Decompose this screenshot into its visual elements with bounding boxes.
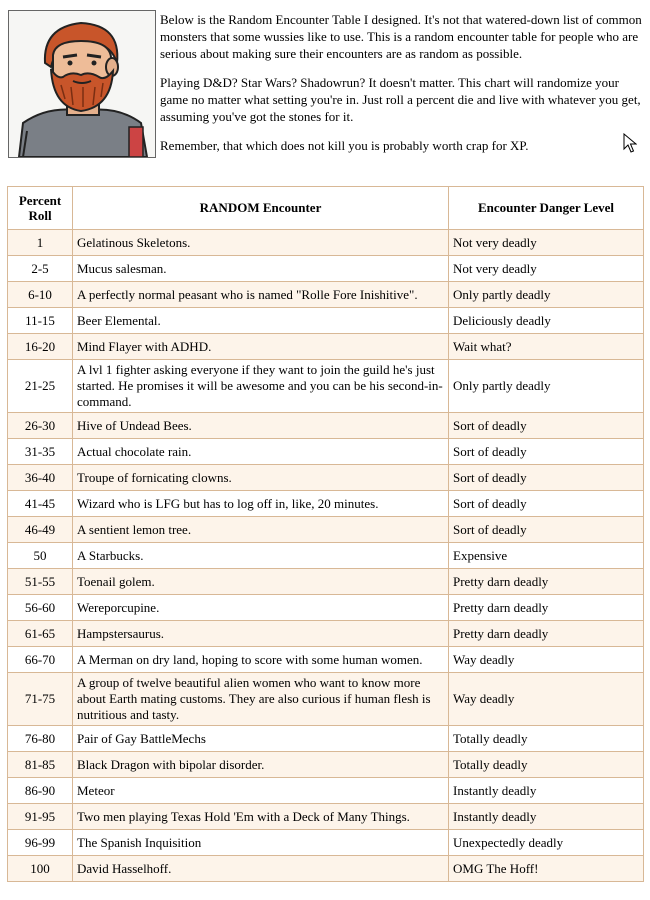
roll-cell: 66-70 bbox=[8, 647, 73, 673]
roll-cell: 56-60 bbox=[8, 595, 73, 621]
encounter-cell: David Hasselhoff. bbox=[73, 856, 449, 882]
header-danger-level: Encounter Danger Level bbox=[449, 187, 644, 230]
bearded-man-illustration bbox=[9, 11, 155, 157]
header-roll-line2: Roll bbox=[28, 208, 52, 223]
roll-cell: 11-15 bbox=[8, 308, 73, 334]
intro-text bbox=[160, 11, 642, 166]
encounter-cell: Actual chocolate rain. bbox=[73, 439, 449, 465]
table-row bbox=[8, 360, 644, 413]
table-row bbox=[8, 647, 644, 673]
encounter-cell: A lvl 1 fighter asking everyone if they want to join the guild he's just started. He promises it will be awesome and you can be his second-in-command. bbox=[73, 360, 449, 413]
encounter-cell: Wizard who is LFG but has to log off in, like, 20 minutes. bbox=[73, 491, 449, 517]
encounter-cell: Mucus salesman. bbox=[73, 256, 449, 282]
encounter-cell: Two men playing Texas Hold 'Em with a Deck of Many Things. bbox=[73, 804, 449, 830]
encounter-cell: Gelatinous Skeletons. bbox=[73, 230, 449, 256]
roll-cell: 6-10 bbox=[8, 282, 73, 308]
danger-cell: Totally deadly bbox=[449, 726, 644, 752]
table-row bbox=[8, 830, 644, 856]
encounter-cell: Pair of Gay BattleMechs bbox=[73, 726, 449, 752]
encounter-cell: Troupe of fornicating clowns. bbox=[73, 465, 449, 491]
roll-cell: 31-35 bbox=[8, 439, 73, 465]
table-row bbox=[8, 256, 644, 282]
header-roll-line1: Percent bbox=[18, 193, 62, 208]
header-percent-roll bbox=[8, 187, 73, 230]
header-encounter: RANDOM Encounter bbox=[73, 187, 449, 230]
roll-cell: 36-40 bbox=[8, 465, 73, 491]
roll-cell: 100 bbox=[8, 856, 73, 882]
random-encounter-table bbox=[7, 186, 644, 882]
roll-cell: 61-65 bbox=[8, 621, 73, 647]
roll-cell: 41-45 bbox=[8, 491, 73, 517]
encounter-cell: A Starbucks. bbox=[73, 543, 449, 569]
table-row bbox=[8, 282, 644, 308]
danger-cell: Expensive bbox=[449, 543, 644, 569]
table-row bbox=[8, 778, 644, 804]
table-row bbox=[8, 595, 644, 621]
table-header-row bbox=[8, 187, 644, 230]
roll-cell: 26-30 bbox=[8, 413, 73, 439]
encounter-cell: The Spanish Inquisition bbox=[73, 830, 449, 856]
roll-cell: 51-55 bbox=[8, 569, 73, 595]
danger-cell: Not very deadly bbox=[449, 256, 644, 282]
intro-paragraph: Below is the Random Encounter Table I designed. It's not that watered-down list of common monsters that some wussies like to use. This is a random encounter table for people who are serious about making sure their encounters are as random as possible. bbox=[160, 12, 642, 61]
danger-cell: Not very deadly bbox=[449, 230, 644, 256]
danger-cell: Sort of deadly bbox=[449, 413, 644, 439]
danger-cell: Instantly deadly bbox=[449, 778, 644, 804]
danger-cell: Pretty darn deadly bbox=[449, 621, 644, 647]
table-row bbox=[8, 726, 644, 752]
danger-cell: Way deadly bbox=[449, 673, 644, 726]
table-body bbox=[8, 230, 644, 882]
danger-cell: Wait what? bbox=[449, 334, 644, 360]
table-row bbox=[8, 308, 644, 334]
roll-cell: 2-5 bbox=[8, 256, 73, 282]
table-row bbox=[8, 752, 644, 778]
roll-cell: 46-49 bbox=[8, 517, 73, 543]
table-row bbox=[8, 517, 644, 543]
table-row bbox=[8, 856, 644, 882]
mouse-pointer-icon bbox=[623, 133, 637, 153]
danger-cell: Sort of deadly bbox=[449, 517, 644, 543]
table-row bbox=[8, 465, 644, 491]
danger-cell: Pretty darn deadly bbox=[449, 595, 644, 621]
encounter-cell: Wereporcupine. bbox=[73, 595, 449, 621]
encounter-cell: Black Dragon with bipolar disorder. bbox=[73, 752, 449, 778]
danger-cell: OMG The Hoff! bbox=[449, 856, 644, 882]
encounter-cell: Meteor bbox=[73, 778, 449, 804]
table-row bbox=[8, 491, 644, 517]
encounter-cell: Mind Flayer with ADHD. bbox=[73, 334, 449, 360]
intro-paragraph: Playing D&D? Star Wars? Shadowrun? It doesn't matter. This chart will randomize your game no matter what setting you're in. Just roll a percent die and live with whatever you get, assuming you've got the stones for it. bbox=[160, 75, 641, 124]
encounter-cell: Hive of Undead Bees. bbox=[73, 413, 449, 439]
encounter-cell: Beer Elemental. bbox=[73, 308, 449, 334]
danger-cell: Only partly deadly bbox=[449, 282, 644, 308]
encounter-cell: A sentient lemon tree. bbox=[73, 517, 449, 543]
danger-cell: Unexpectedly deadly bbox=[449, 830, 644, 856]
intro-section bbox=[0, 0, 650, 178]
roll-cell: 21-25 bbox=[8, 360, 73, 413]
roll-cell: 50 bbox=[8, 543, 73, 569]
table-row bbox=[8, 413, 644, 439]
roll-cell: 1 bbox=[8, 230, 73, 256]
table-row bbox=[8, 439, 644, 465]
danger-cell: Way deadly bbox=[449, 647, 644, 673]
encounter-cell: A group of twelve beautiful alien women who want to know more about Earth mating customs. They are also curious if human flesh is nutritious and tasty. bbox=[73, 673, 449, 726]
danger-cell: Instantly deadly bbox=[449, 804, 644, 830]
table-row bbox=[8, 230, 644, 256]
danger-cell: Only partly deadly bbox=[449, 360, 644, 413]
table-row bbox=[8, 621, 644, 647]
roll-cell: 81-85 bbox=[8, 752, 73, 778]
encounter-cell: Hampstersaurus. bbox=[73, 621, 449, 647]
roll-cell: 76-80 bbox=[8, 726, 73, 752]
table-row bbox=[8, 334, 644, 360]
roll-cell: 86-90 bbox=[8, 778, 73, 804]
danger-cell: Deliciously deadly bbox=[449, 308, 644, 334]
table-row bbox=[8, 569, 644, 595]
danger-cell: Pretty darn deadly bbox=[449, 569, 644, 595]
table-row bbox=[8, 673, 644, 726]
intro-paragraph: Remember, that which does not kill you is probably worth crap for XP. bbox=[160, 138, 529, 153]
roll-cell: 71-75 bbox=[8, 673, 73, 726]
roll-cell: 16-20 bbox=[8, 334, 73, 360]
author-portrait bbox=[8, 10, 156, 158]
roll-cell: 91-95 bbox=[8, 804, 73, 830]
danger-cell: Sort of deadly bbox=[449, 465, 644, 491]
roll-cell: 96-99 bbox=[8, 830, 73, 856]
danger-cell: Totally deadly bbox=[449, 752, 644, 778]
encounter-cell: Toenail golem. bbox=[73, 569, 449, 595]
encounter-cell: A Merman on dry land, hoping to score with some human women. bbox=[73, 647, 449, 673]
table-row bbox=[8, 804, 644, 830]
table-row bbox=[8, 543, 644, 569]
danger-cell: Sort of deadly bbox=[449, 491, 644, 517]
encounter-cell: A perfectly normal peasant who is named "Rolle Fore Inishitive". bbox=[73, 282, 449, 308]
danger-cell: Sort of deadly bbox=[449, 439, 644, 465]
